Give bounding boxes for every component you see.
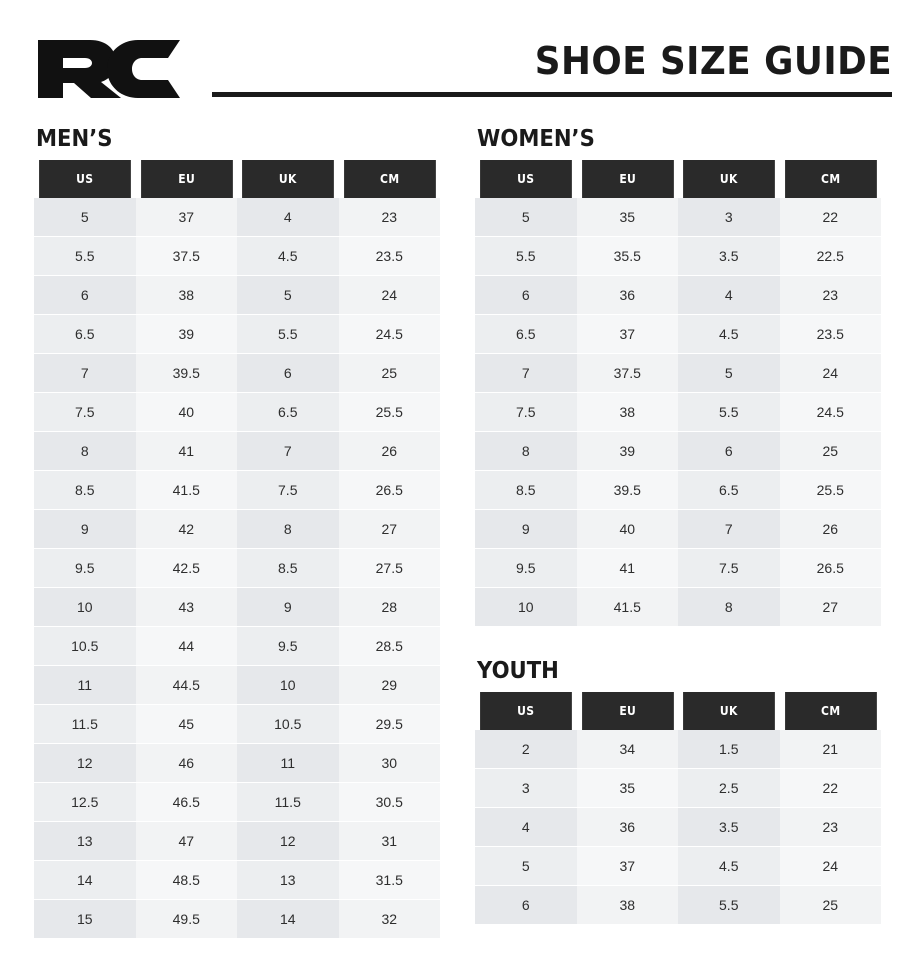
cell-eu: 49.5 (136, 900, 238, 939)
cell-us: 15 (34, 900, 136, 939)
cell-cm: 26.5 (780, 549, 882, 588)
cell-eu: 35 (577, 769, 679, 808)
table-header-row (475, 692, 881, 730)
cell-eu: 46 (136, 744, 238, 783)
cell-us: 6.5 (475, 315, 577, 354)
column-header-uk: UK (683, 160, 774, 198)
cell-cm: 24.5 (339, 315, 441, 354)
table-row (34, 666, 440, 705)
cell-uk: 9 (237, 588, 339, 627)
cell-uk: 3.5 (678, 237, 780, 276)
table-body-youth (475, 730, 881, 925)
cell-us: 8 (475, 432, 577, 471)
cell-cm: 32 (339, 900, 441, 939)
cell-uk: 2.5 (678, 769, 780, 808)
tables-container (0, 112, 915, 939)
cell-cm: 26 (339, 432, 441, 471)
cell-uk: 4 (678, 276, 780, 315)
cell-uk: 8.5 (237, 549, 339, 588)
cell-us: 5 (475, 847, 577, 886)
cell-eu: 38 (136, 276, 238, 315)
cell-us: 5 (475, 198, 577, 237)
cell-uk: 4.5 (678, 847, 780, 886)
cell-us: 5.5 (34, 237, 136, 276)
cell-eu: 43 (136, 588, 238, 627)
cell-cm: 26 (780, 510, 882, 549)
cell-eu: 42.5 (136, 549, 238, 588)
cell-us: 6 (475, 276, 577, 315)
cell-uk: 7.5 (237, 471, 339, 510)
cell-eu: 47 (136, 822, 238, 861)
table-body-womens (475, 198, 881, 627)
cell-cm: 21 (780, 730, 882, 769)
cell-cm: 26.5 (339, 471, 441, 510)
column-header-us: US (480, 160, 571, 198)
cell-us: 8 (34, 432, 136, 471)
title-divider (212, 92, 892, 97)
cell-eu: 41.5 (577, 588, 679, 627)
cell-eu: 39 (577, 432, 679, 471)
column-header-cm: CM (785, 160, 876, 198)
cell-eu: 44.5 (136, 666, 238, 705)
table-row (34, 861, 440, 900)
cell-uk: 9.5 (237, 627, 339, 666)
cell-uk: 8 (237, 510, 339, 549)
cell-cm: 28.5 (339, 627, 441, 666)
column-header-uk: UK (683, 692, 774, 730)
cell-eu: 38 (577, 886, 679, 925)
cell-us: 11 (34, 666, 136, 705)
cell-us: 5.5 (475, 237, 577, 276)
table-row (34, 627, 440, 666)
cell-eu: 35 (577, 198, 679, 237)
table-row (34, 198, 440, 237)
cell-eu: 35.5 (577, 237, 679, 276)
cell-uk: 6.5 (678, 471, 780, 510)
cell-uk: 11 (237, 744, 339, 783)
cell-us: 7.5 (34, 393, 136, 432)
table-row (34, 315, 440, 354)
cell-uk: 11.5 (237, 783, 339, 822)
cell-uk: 13 (237, 861, 339, 900)
cell-uk: 8 (678, 588, 780, 627)
cell-uk: 14 (237, 900, 339, 939)
cell-cm: 25.5 (780, 471, 882, 510)
table-body-mens (34, 198, 440, 939)
column-header-us: US (480, 692, 571, 730)
cell-uk: 4 (237, 198, 339, 237)
cell-us: 10 (475, 588, 577, 627)
cell-cm: 24 (780, 847, 882, 886)
cell-uk: 5.5 (678, 393, 780, 432)
cell-uk: 5 (237, 276, 339, 315)
table-row (475, 471, 881, 510)
table-row (475, 393, 881, 432)
cell-cm: 24 (780, 354, 882, 393)
cell-cm: 30.5 (339, 783, 441, 822)
cell-uk: 1.5 (678, 730, 780, 769)
cell-cm: 23.5 (780, 315, 882, 354)
rc-logo (34, 38, 182, 100)
cell-us: 7 (475, 354, 577, 393)
cell-uk: 6.5 (237, 393, 339, 432)
table-row (475, 354, 881, 393)
cell-us: 9.5 (475, 549, 577, 588)
cell-us: 12 (34, 744, 136, 783)
cell-us: 10 (34, 588, 136, 627)
table-row (34, 471, 440, 510)
cell-cm: 25 (339, 354, 441, 393)
cell-eu: 39.5 (577, 471, 679, 510)
cell-eu: 45 (136, 705, 238, 744)
column-left (34, 126, 440, 939)
cell-cm: 27 (780, 588, 882, 627)
table-row (475, 847, 881, 886)
cell-eu: 46.5 (136, 783, 238, 822)
column-header-uk: UK (242, 160, 333, 198)
cell-eu: 37.5 (577, 354, 679, 393)
cell-cm: 24.5 (780, 393, 882, 432)
table-row (475, 549, 881, 588)
cell-uk: 6 (237, 354, 339, 393)
table-row (475, 276, 881, 315)
table-row (34, 393, 440, 432)
cell-eu: 34 (577, 730, 679, 769)
cell-uk: 7 (237, 432, 339, 471)
cell-us: 11.5 (34, 705, 136, 744)
cell-eu: 38 (577, 393, 679, 432)
table-mens (34, 160, 440, 939)
cell-uk: 4.5 (237, 237, 339, 276)
table-row (475, 886, 881, 925)
section-title-womens: WOMEN’S (477, 126, 595, 152)
cell-eu: 36 (577, 808, 679, 847)
cell-eu: 40 (577, 510, 679, 549)
cell-us: 13 (34, 822, 136, 861)
cell-uk: 3 (678, 198, 780, 237)
cell-us: 6 (34, 276, 136, 315)
table-row (34, 744, 440, 783)
cell-uk: 10 (237, 666, 339, 705)
cell-uk: 3.5 (678, 808, 780, 847)
cell-cm: 23 (780, 276, 882, 315)
table-row (475, 730, 881, 769)
table-row (34, 588, 440, 627)
cell-uk: 5.5 (237, 315, 339, 354)
cell-uk: 7 (678, 510, 780, 549)
column-header-cm: CM (344, 160, 435, 198)
table-row (475, 237, 881, 276)
column-header-eu: EU (582, 160, 673, 198)
cell-us: 6 (475, 886, 577, 925)
cell-cm: 31 (339, 822, 441, 861)
cell-cm: 23 (339, 198, 441, 237)
cell-eu: 40 (136, 393, 238, 432)
cell-cm: 25.5 (339, 393, 441, 432)
column-right (475, 126, 881, 939)
cell-uk: 12 (237, 822, 339, 861)
table-row (475, 315, 881, 354)
cell-eu: 41 (577, 549, 679, 588)
cell-cm: 23 (780, 808, 882, 847)
section-title-mens: MEN’S (36, 126, 113, 152)
cell-us: 9 (34, 510, 136, 549)
cell-eu: 44 (136, 627, 238, 666)
title-block (182, 38, 892, 97)
cell-eu: 37 (577, 847, 679, 886)
cell-cm: 27 (339, 510, 441, 549)
table-row (34, 237, 440, 276)
cell-cm: 22.5 (780, 237, 882, 276)
table-row (34, 549, 440, 588)
table-header-row (34, 160, 440, 198)
cell-eu: 48.5 (136, 861, 238, 900)
cell-cm: 27.5 (339, 549, 441, 588)
cell-us: 9.5 (34, 549, 136, 588)
cell-us: 7 (34, 354, 136, 393)
table-row (34, 276, 440, 315)
table-row (34, 432, 440, 471)
cell-eu: 39.5 (136, 354, 238, 393)
cell-us: 8.5 (34, 471, 136, 510)
table-row (475, 588, 881, 627)
cell-eu: 42 (136, 510, 238, 549)
table-row (34, 900, 440, 939)
cell-eu: 37 (136, 198, 238, 237)
cell-cm: 25 (780, 886, 882, 925)
column-header-eu: EU (582, 692, 673, 730)
column-header-eu: EU (141, 160, 232, 198)
cell-eu: 41.5 (136, 471, 238, 510)
cell-us: 12.5 (34, 783, 136, 822)
cell-cm: 29 (339, 666, 441, 705)
cell-uk: 6 (678, 432, 780, 471)
cell-cm: 23.5 (339, 237, 441, 276)
cell-cm: 22 (780, 769, 882, 808)
table-row (475, 808, 881, 847)
cell-cm: 24 (339, 276, 441, 315)
cell-cm: 25 (780, 432, 882, 471)
table-womens (475, 160, 881, 627)
page-header (0, 0, 915, 112)
table-row (34, 354, 440, 393)
table-row (475, 198, 881, 237)
cell-us: 6.5 (34, 315, 136, 354)
column-header-cm: CM (785, 692, 876, 730)
page-title: SHOE SIZE GUIDE (534, 38, 892, 83)
cell-eu: 39 (136, 315, 238, 354)
table-row (475, 510, 881, 549)
cell-eu: 41 (136, 432, 238, 471)
cell-us: 14 (34, 861, 136, 900)
cell-us: 3 (475, 769, 577, 808)
cell-us: 2 (475, 730, 577, 769)
cell-us: 10.5 (34, 627, 136, 666)
cell-uk: 4.5 (678, 315, 780, 354)
table-row (475, 432, 881, 471)
section-title-youth: YOUTH (477, 658, 559, 684)
table-row (34, 822, 440, 861)
cell-us: 4 (475, 808, 577, 847)
cell-us: 9 (475, 510, 577, 549)
cell-eu: 37 (577, 315, 679, 354)
cell-cm: 28 (339, 588, 441, 627)
cell-cm: 29.5 (339, 705, 441, 744)
cell-cm: 22 (780, 198, 882, 237)
table-row (475, 769, 881, 808)
cell-cm: 31.5 (339, 861, 441, 900)
table-row (34, 705, 440, 744)
cell-us: 7.5 (475, 393, 577, 432)
cell-cm: 30 (339, 744, 441, 783)
table-row (34, 783, 440, 822)
cell-us: 5 (34, 198, 136, 237)
cell-uk: 10.5 (237, 705, 339, 744)
cell-uk: 7.5 (678, 549, 780, 588)
cell-eu: 37.5 (136, 237, 238, 276)
table-youth (475, 692, 881, 925)
column-header-us: US (39, 160, 130, 198)
cell-uk: 5 (678, 354, 780, 393)
cell-uk: 5.5 (678, 886, 780, 925)
table-header-row (475, 160, 881, 198)
cell-eu: 36 (577, 276, 679, 315)
table-row (34, 510, 440, 549)
cell-us: 8.5 (475, 471, 577, 510)
